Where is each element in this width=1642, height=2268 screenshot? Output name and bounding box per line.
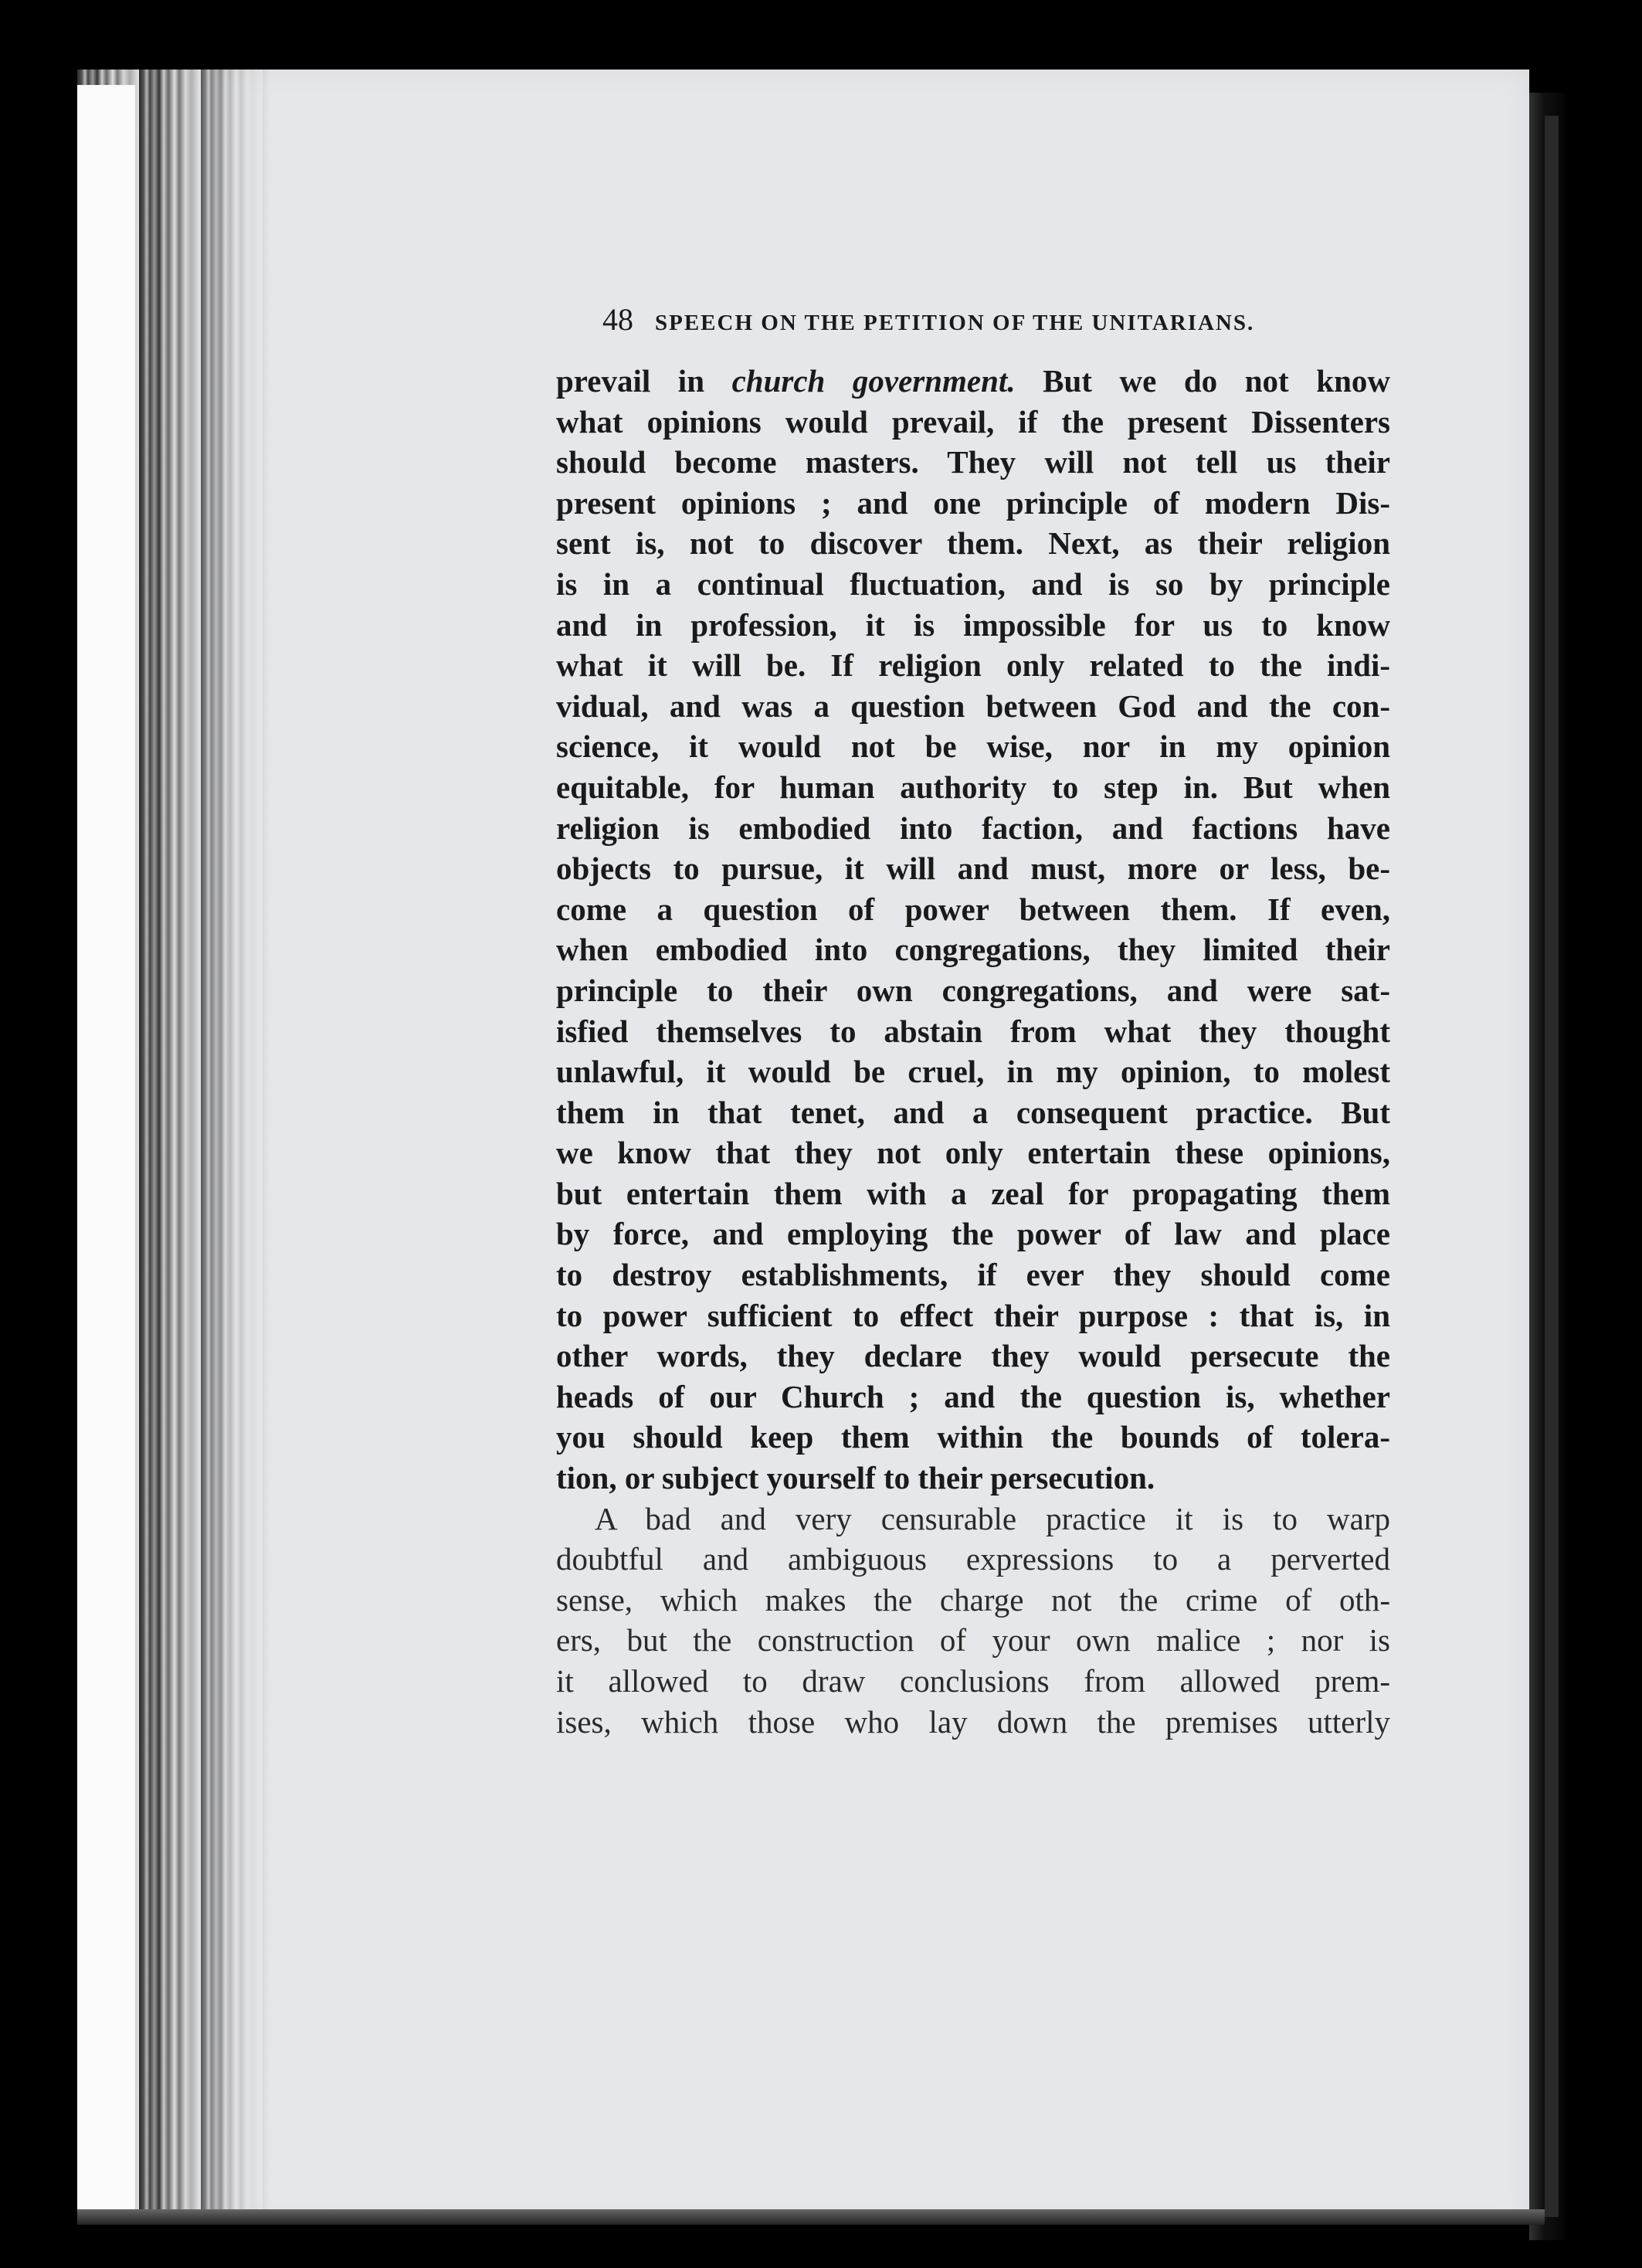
text-line: to destroy establishments, if ever they should come <box>556 1257 1390 1293</box>
text-line: present opinions ; and one principle of modern Dis- <box>556 484 1390 521</box>
text-line: heads of our Church ; and the question is, whether <box>556 1378 1390 1414</box>
text-line: ers, but the construction of your own malice ; nor is <box>556 1622 1390 1659</box>
text-line: but entertain them with a zeal for propagating them <box>556 1175 1390 1211</box>
paragraph-1 <box>556 361 1390 1499</box>
text-line: and in profession, it is impossible for us to know <box>556 606 1390 643</box>
text-line: principle to their own congregations, and were sat- <box>556 972 1390 1008</box>
text-line: is in a continual fluctuation, and is so by principle <box>556 565 1390 602</box>
text-line: ises, which those who lay down the premises utterly <box>556 1703 1390 1740</box>
text-line: tion, or subject yourself to their persecution. <box>556 1460 1155 1496</box>
text-run: But we do not know <box>1015 363 1390 399</box>
text-line: other words, they declare they would persecute the <box>556 1338 1390 1374</box>
text-line <box>556 361 1390 402</box>
text-line: by force, and employing the power of law and place <box>556 1216 1390 1252</box>
text-line: should become masters. They will not tell us their <box>556 444 1390 480</box>
text-line: you should keep them within the bounds of tolera- <box>556 1419 1390 1455</box>
page-text <box>556 301 1390 1742</box>
text-line: we know that they not only entertain these opinions, <box>556 1135 1390 1171</box>
text-line: vidual, and was a question between God and the con- <box>556 688 1390 724</box>
text-line: sent is, not to discover them. Next, as their religion <box>556 525 1390 562</box>
text-line: A bad and very censurable practice it is to warp <box>595 1500 1390 1536</box>
page-edge-strip <box>77 85 135 2217</box>
text-line: isfied themselves to abstain from what they thought <box>556 1013 1390 1049</box>
running-head-title: SPEECH ON THE PETITION OF THE UNITARIANS. <box>655 311 1255 335</box>
text-line: equitable, for human authority to step in. But when <box>556 769 1390 805</box>
text-line: sense, which makes the charge not the crime of oth- <box>556 1581 1390 1618</box>
page-bottom-shadow <box>77 2209 1545 2225</box>
text-line: them in that tenet, and a consequent practice. But <box>556 1094 1390 1130</box>
text-line: come a question of power between them. If even, <box>556 891 1390 927</box>
text-line: science, it would not be wise, nor in my opinion <box>556 728 1390 765</box>
text-line: doubtful and ambiguous expressions to a perverted <box>556 1541 1390 1577</box>
text-line: what opinions would prevail, if the present Dissenters <box>556 403 1390 440</box>
page-number: 48 <box>602 302 633 337</box>
text-line: when embodied into congregations, they limited their <box>556 932 1390 968</box>
text-line: objects to pursue, it will and must, more or less, be- <box>556 850 1390 887</box>
text-line: religion is embodied into faction, and factions have <box>556 810 1390 846</box>
text-line: it allowed to draw conclusions from allowed prem- <box>556 1663 1390 1699</box>
running-header <box>602 301 1421 338</box>
italic-phrase: church government. <box>731 363 1016 399</box>
book-cover-edge-inner <box>1545 116 1559 2217</box>
text-line: unlawful, it would be cruel, in my opinion, to molest <box>556 1054 1390 1090</box>
text-line: to power sufficient to effect their purpose : that is, in <box>556 1297 1390 1333</box>
text-line: what it will be. If religion only related to the indi- <box>556 647 1390 684</box>
text-run: prevail in <box>556 363 732 399</box>
paragraph-2 <box>556 1499 1390 1743</box>
